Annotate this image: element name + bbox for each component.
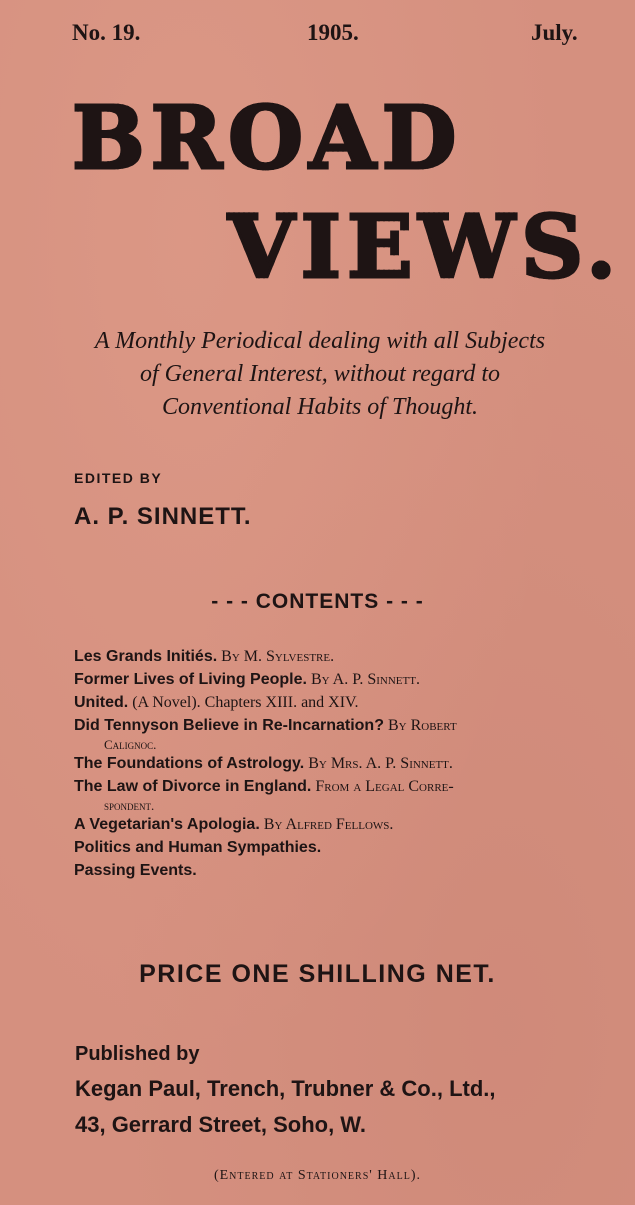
- issue-number: No. 19.: [72, 20, 141, 45]
- masthead-views: VIEWS.: [228, 197, 623, 298]
- masthead-broad: BROAD: [72, 88, 463, 189]
- toc-item-continuation: spondent.: [104, 798, 155, 813]
- published-by-label: Published by: [75, 1043, 200, 1065]
- publisher-address: 43, Gerrard Street, Soho, W.: [75, 1112, 366, 1137]
- toc-item: A Vegetarian's Apologia. By Alfred Fellows.: [74, 816, 394, 833]
- toc-item: United. (A Novel). Chapters XIII. and XIV.: [74, 694, 359, 711]
- subtitle-line-1: A Monthly Periodical dealing with all Subjects: [94, 328, 546, 354]
- toc-item: The Foundations of Astrology. By Mrs. A. P. Sinnett.: [74, 755, 453, 772]
- toc-item: Did Tennyson Believe in Re-Incarnation? By Robert: [74, 717, 457, 734]
- price: PRICE ONE SHILLING NET.: [139, 960, 496, 988]
- toc-item: Politics and Human Sympathies.: [74, 839, 322, 856]
- issue-year: 1905.: [307, 20, 359, 45]
- toc-item: The Law of Divorce in England. From a Legal Corre-: [74, 778, 454, 795]
- edited-by-label: EDITED BY: [74, 470, 163, 486]
- toc-item: Passing Events.: [74, 862, 197, 879]
- contents-heading: - - - CONTENTS - - -: [211, 590, 424, 613]
- toc-item-continuation: Calignoc.: [104, 737, 157, 752]
- editor-name: A. P. SINNETT.: [74, 503, 252, 530]
- stationers-hall-note: (Entered at Stationers' Hall).: [213, 1168, 422, 1183]
- toc-item: Les Grands Initiés. By M. Sylvestre.: [74, 648, 335, 665]
- table-of-contents: [74, 645, 594, 882]
- subtitle-line-2: of General Interest, without regard to: [140, 361, 500, 387]
- subtitle: [40, 325, 600, 424]
- issue-month: July.: [531, 20, 578, 45]
- subtitle-line-3: Conventional Habits of Thought.: [161, 394, 478, 420]
- publisher-name: Kegan Paul, Trench, Trubner & Co., Ltd.,: [75, 1076, 496, 1101]
- toc-item: Former Lives of Living People. By A. P. Sinnett.: [74, 671, 420, 688]
